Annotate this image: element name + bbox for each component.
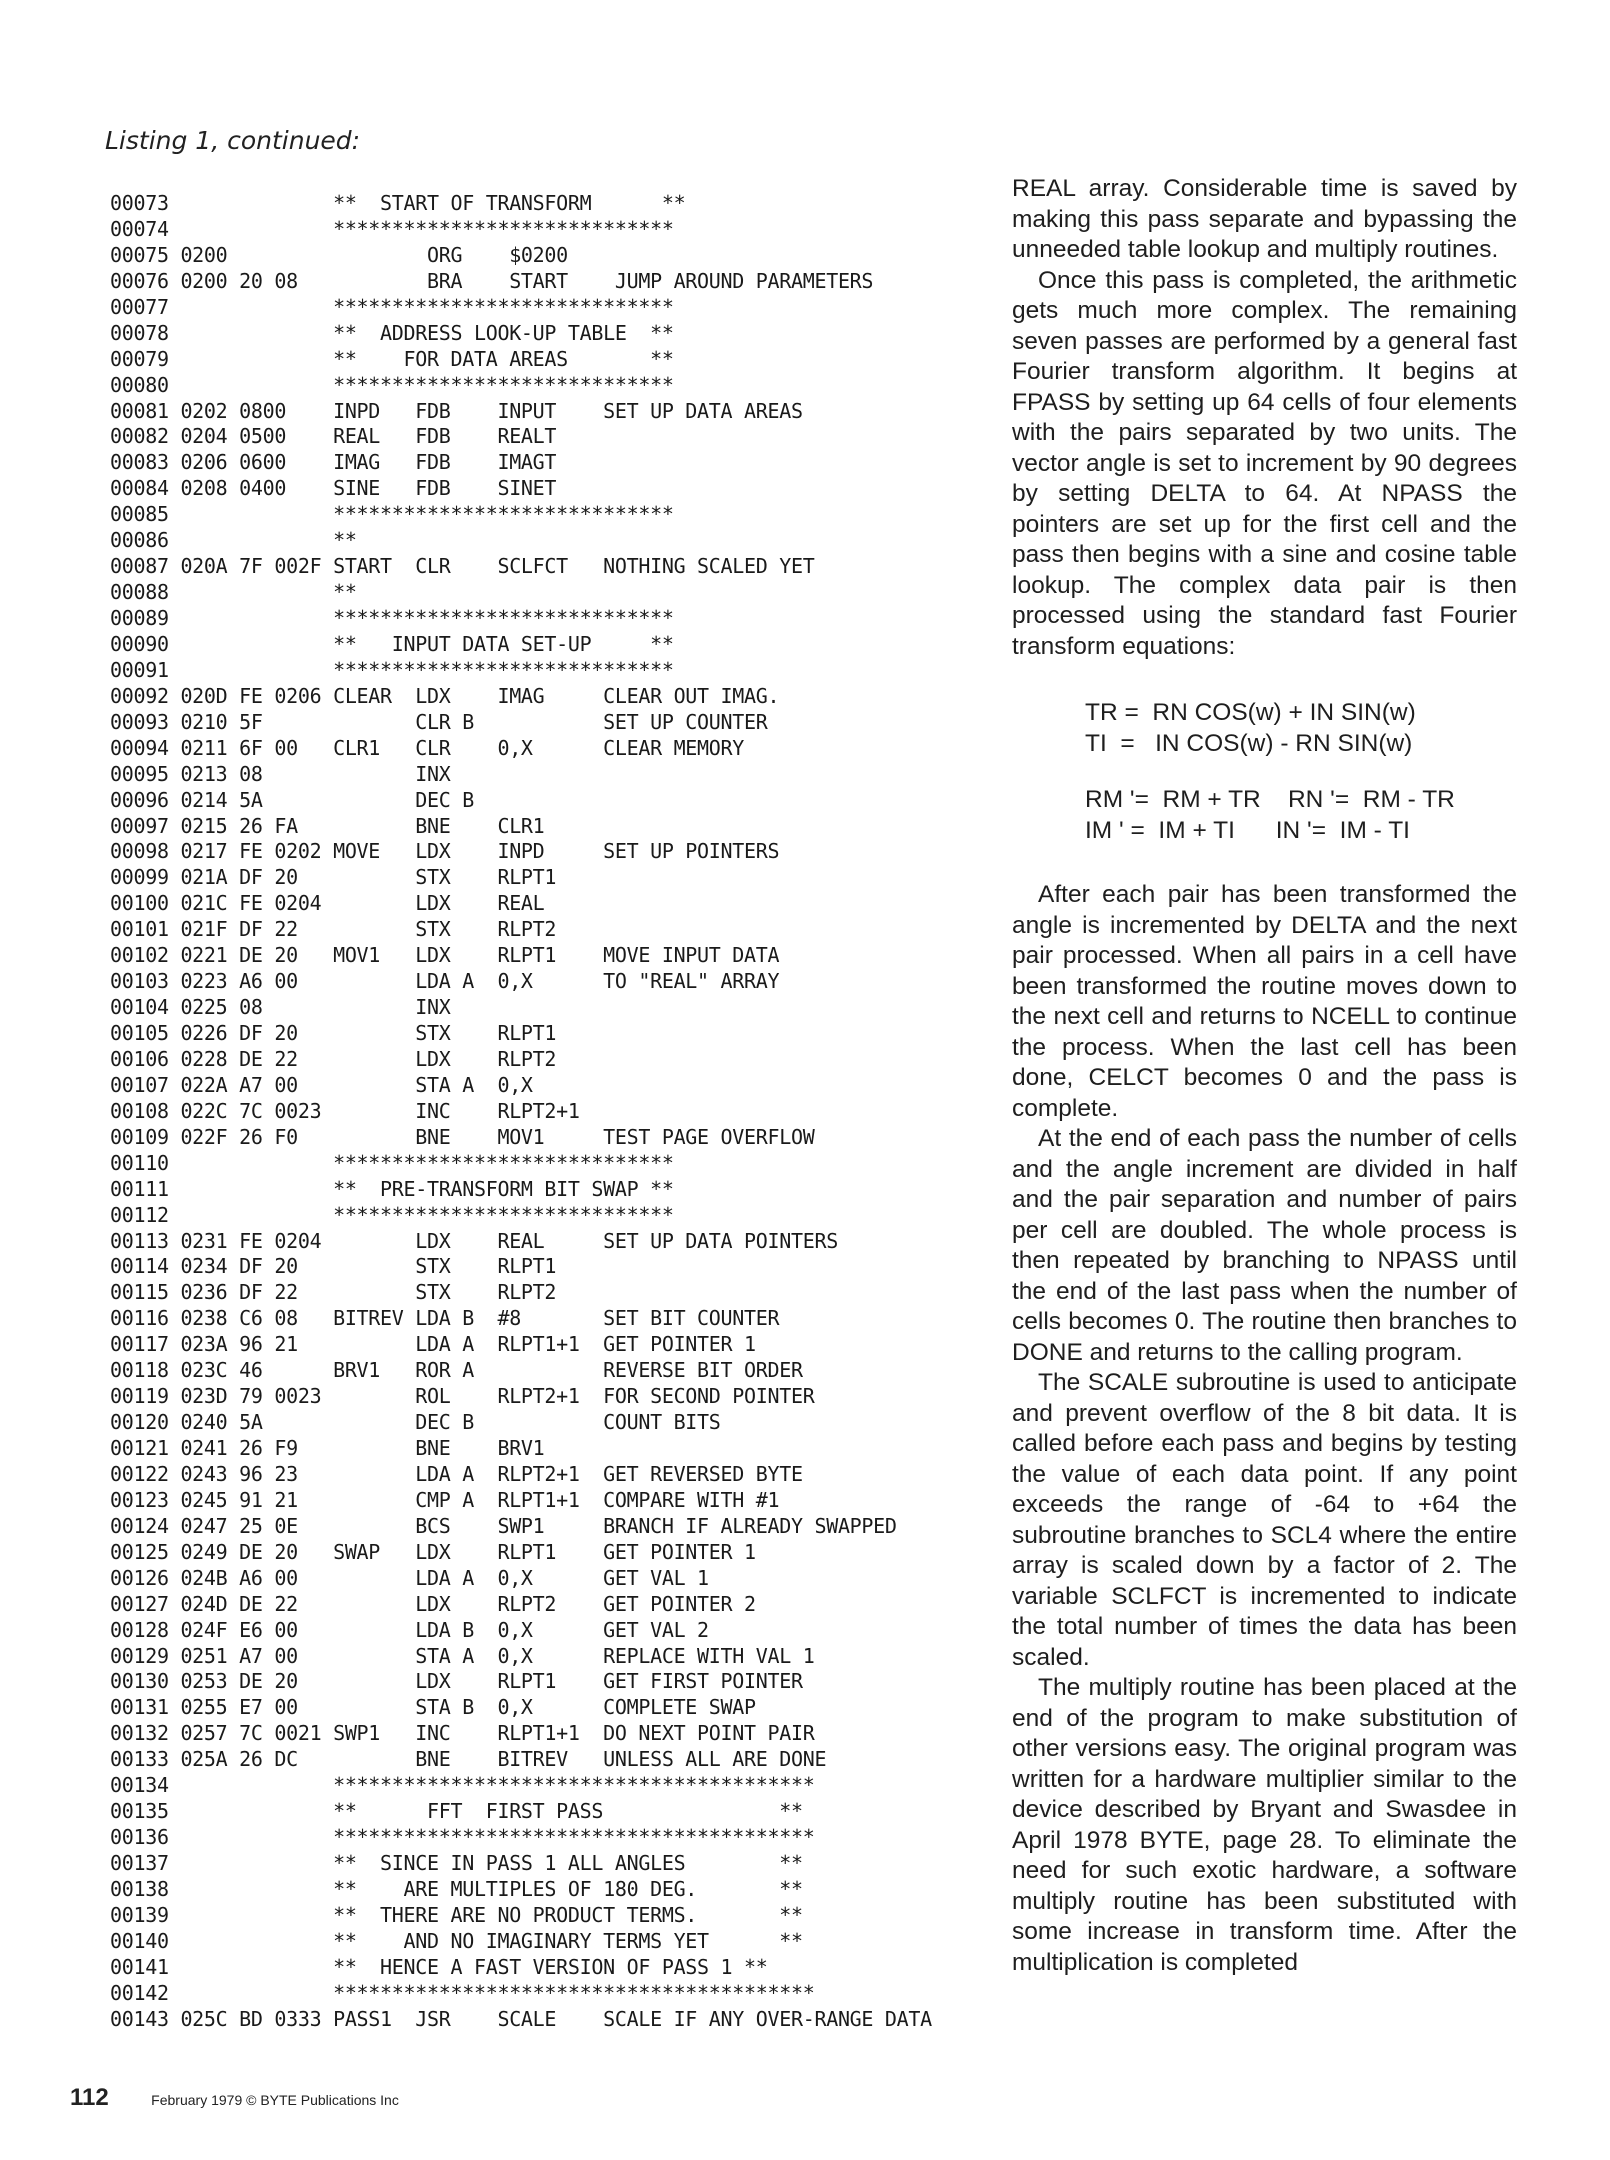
code-line: 00133 025A 26 DC BNE BITREV UNLESS ALL ARE DONE <box>110 1747 827 1772</box>
code-line: 00131 0255 E7 00 STA B 0,X COMPLETE SWAP <box>110 1695 756 1720</box>
paragraph: REAL array. Considerable time is saved by making this pass separate and bypassing the unneeded table lookup and multiply routines. <box>1012 175 1517 263</box>
code-line: 00092 020D FE 0206 CLEAR LDX IMAG CLEAR OUT IMAG. <box>110 683 780 708</box>
code-line: 00104 0225 08 INX <box>110 995 451 1020</box>
paragraph: Once this pass is completed, the arithmetic gets much more complex. The remaining seven passes are performed by a general fast Fourier transform algorithm. It begins at FPASS by setting up 64 cells of four elements with the pairs separated by two units. The vector angle is set to increment by 90 degrees by setting DELTA to 64. At NPASS the pointers are set up for the first cell and the pass then begins with a sine and cosine table lookup. The complex data pair is then processed using the standard fast Fourier transform equations: <box>1012 266 1517 660</box>
fft-equations <box>1085 698 1517 846</box>
publication-line: February 1979 © BYTE Publications Inc <box>151 2092 399 2108</box>
code-line: 00128 024F E6 00 LDA B 0,X GET VAL 2 <box>110 1617 709 1642</box>
code-line: 00111 ** PRE-TRANSFORM BIT SWAP ** <box>110 1176 674 1201</box>
code-line: 00116 0238 C6 08 BITREV LDA B #8 SET BIT COUNTER <box>110 1306 780 1331</box>
code-line: 00123 0245 91 21 CMP A RLPT1+1 COMPARE WITH #1 <box>110 1487 780 1512</box>
code-line: 00110 ***************************** <box>110 1150 674 1175</box>
code-line: 00094 0211 6F 00 CLR1 CLR 0,X CLEAR MEMORY <box>110 735 745 760</box>
code-line: 00118 023C 46 BRV1 ROR A REVERSE BIT ORDER <box>110 1358 803 1383</box>
code-line: 00127 024D DE 22 LDX RLPT2 GET POINTER 2 <box>110 1591 756 1616</box>
code-line: 00076 0200 20 08 BRA START JUMP AROUND PARAMETERS <box>110 268 874 293</box>
code-line: 00142 ***************************************** <box>110 1980 815 2005</box>
code-line: 00102 0221 DE 20 MOV1 LDX RLPT1 MOVE INPUT DATA <box>110 943 780 968</box>
code-line: 00106 0228 DE 22 LDX RLPT2 <box>110 1046 557 1071</box>
code-line: 00140 ** AND NO IMAGINARY TERMS YET ** <box>110 1928 803 1953</box>
code-line: 00124 0247 25 0E BCS SWP1 BRANCH IF ALREADY SWAPPED <box>110 1513 897 1538</box>
code-line: 00136 ***************************************** <box>110 1825 815 1850</box>
code-line: 00130 0253 DE 20 LDX RLPT1 GET FIRST POINTER <box>110 1669 803 1694</box>
code-line: 00089 ***************************** <box>110 606 674 630</box>
code-line: 00119 023D 79 0023 ROL RLPT2+1 FOR SECOND POINTER <box>110 1384 815 1409</box>
code-line: 00083 0206 0600 IMAG FDB IMAGT <box>110 450 557 475</box>
code-line: 00122 0243 96 23 LDA A RLPT2+1 GET REVERSED BYTE <box>110 1461 803 1486</box>
code-line: 00090 ** INPUT DATA SET-UP ** <box>110 631 674 656</box>
code-line: 00138 ** ARE MULTIPLES OF 180 DEG. ** <box>110 1876 803 1901</box>
code-line: 00099 021A DF 20 STX RLPT1 <box>110 865 557 890</box>
equation: TR = RN COS(w) + IN SIN(w) <box>1085 699 1416 726</box>
code-line: 00117 023A 96 21 LDA A RLPT1+1 GET POINTER 1 <box>110 1332 756 1357</box>
code-line: 00074 ***************************** <box>110 216 674 241</box>
code-line: 00132 0257 7C 0021 SWP1 INC RLPT1+1 DO NEXT POINT PAIR <box>110 1721 815 1746</box>
equation: TI = IN COS(w) - RN SIN(w) <box>1085 729 1413 757</box>
page-footer <box>70 2084 399 2112</box>
code-line: 00129 0251 A7 00 STA A 0,X REPLACE WITH VAL 1 <box>110 1643 815 1668</box>
code-line: 00077 ***************************** <box>110 294 674 319</box>
equation: RM '= RM + TR RN '= RM - TR <box>1085 786 1455 813</box>
code-line: 00100 021C FE 0204 LDX REAL <box>110 891 545 916</box>
code-line: 00086 ** <box>110 528 357 553</box>
code-listing <box>110 191 990 2033</box>
code-line: 00137 ** SINCE IN PASS 1 ALL ANGLES ** <box>110 1851 803 1875</box>
code-line: 00084 0208 0400 SINE FDB SINET <box>110 476 557 501</box>
code-line: 00141 ** HENCE A FAST VERSION OF PASS 1 ** <box>110 1954 780 1979</box>
code-line: 00088 ** <box>110 580 357 605</box>
code-line: 00082 0204 0500 REAL FDB REALT <box>110 424 557 449</box>
article-text <box>1012 174 1517 1978</box>
code-line: 00087 020A 7F 002F START CLR SCLFCT NOTHING SCALED YET <box>110 554 815 579</box>
code-line: 00103 0223 A6 00 LDA A 0,X TO "REAL" ARRAY <box>110 969 780 994</box>
code-line: 00105 0226 DF 20 STX RLPT1 <box>110 1021 557 1045</box>
code-line: 00113 0231 FE 0204 LDX REAL SET UP DATA POINTERS <box>110 1228 838 1253</box>
code-line: 00120 0240 5A DEC B COUNT BITS <box>110 1410 721 1435</box>
code-line: 00101 021F DF 22 STX RLPT2 <box>110 917 557 942</box>
code-line: 00073 ** START OF TRANSFORM ** <box>110 191 686 215</box>
code-line: 00126 024B A6 00 LDA A 0,X GET VAL 1 <box>110 1565 709 1590</box>
code-line: 00078 ** ADDRESS LOOK-UP TABLE ** <box>110 320 674 345</box>
code-line: 00134 ***************************************** <box>110 1773 815 1798</box>
code-line: 00093 0210 5F CLR B SET UP COUNTER <box>110 709 768 734</box>
code-line: 00091 ***************************** <box>110 657 674 682</box>
paragraph: After each pair has been transformed the angle is incremented by DELTA and the next pair processed. When all pairs in a cell have been transformed the routine moves down to the next cell and returns to NCELL to continue the process. When the last cell has been done, CELCT becomes 0 and the pass is complete. <box>1012 881 1517 1122</box>
code-line: 00085 ***************************** <box>110 502 674 527</box>
code-line: 00079 ** FOR DATA AREAS ** <box>110 346 674 371</box>
code-line: 00081 0202 0800 INPD FDB INPUT SET UP DATA AREAS <box>110 398 803 423</box>
code-line: 00108 022C 7C 0023 INC RLPT2+1 <box>110 1098 580 1123</box>
code-line: 00114 0234 DF 20 STX RLPT1 <box>110 1254 557 1279</box>
equation: IM ' = IM + TI IN '= IM - TI <box>1085 816 1410 844</box>
code-line: 00107 022A A7 00 STA A 0,X <box>110 1072 533 1097</box>
code-line: 00097 0215 26 FA BNE CLR1 <box>110 813 545 838</box>
code-line: 00075 0200 ORG $0200 <box>110 242 568 267</box>
code-line: 00095 0213 08 INX <box>110 761 451 786</box>
code-line: 00112 ***************************** <box>110 1202 674 1227</box>
code-line: 00080 ***************************** <box>110 372 674 397</box>
code-line: 00139 ** THERE ARE NO PRODUCT TERMS. ** <box>110 1902 803 1927</box>
code-line: 00143 025C BD 0333 PASS1 JSR SCALE SCALE IF ANY OVER-RANGE DATA <box>110 2006 932 2031</box>
paragraph: The multiply routine has been placed at the end of the program to make substitution of other versions easy. The original program was written for a hardware multiplier similar to the device described by Bryant and Swasdee in April 1978 BYTE, page 28. To eliminate the need for such exotic hardware, a software multiply routine has been substituted with some increase in transform time. After the multiplication is completed <box>1012 1674 1517 1976</box>
code-line: 00098 0217 FE 0202 MOVE LDX INPD SET UP POINTERS <box>110 839 780 864</box>
code-line: 00135 ** FFT FIRST PASS ** <box>110 1799 803 1824</box>
code-line: 00109 022F 26 F0 BNE MOV1 TEST PAGE OVERFLOW <box>110 1124 815 1149</box>
paragraph: At the end of each pass the number of cells and the angle increment are divided in half and the pair separation and number of pairs per cell are doubled. The whole process is then repeated by branching to NPASS until the end of the last pass when the number of cells becomes 0. The routine then branches to DONE and returns to the calling program. <box>1012 1125 1517 1366</box>
code-line: 00115 0236 DF 22 STX RLPT2 <box>110 1280 557 1305</box>
code-line: 00121 0241 26 F9 BNE BRV1 <box>110 1436 545 1460</box>
listing-caption: Listing 1, continued: <box>105 126 361 155</box>
paragraph: The SCALE subroutine is used to anticipate and prevent overflow of the 8 bit data. It is called before each pass and begins by testing the value of each data point. If any point exceeds the range of -64 to +64 the subroutine branches to SCL4 where the entire array is scaled down by a factor of 2. The variable SCLFCT is incremented to indicate the total number of times the data has been scaled. <box>1012 1369 1517 1671</box>
code-line: 00125 0249 DE 20 SWAP LDX RLPT1 GET POINTER 1 <box>110 1539 756 1564</box>
code-line: 00096 0214 5A DEC B <box>110 787 474 812</box>
page-number: 112 <box>70 2084 109 2111</box>
